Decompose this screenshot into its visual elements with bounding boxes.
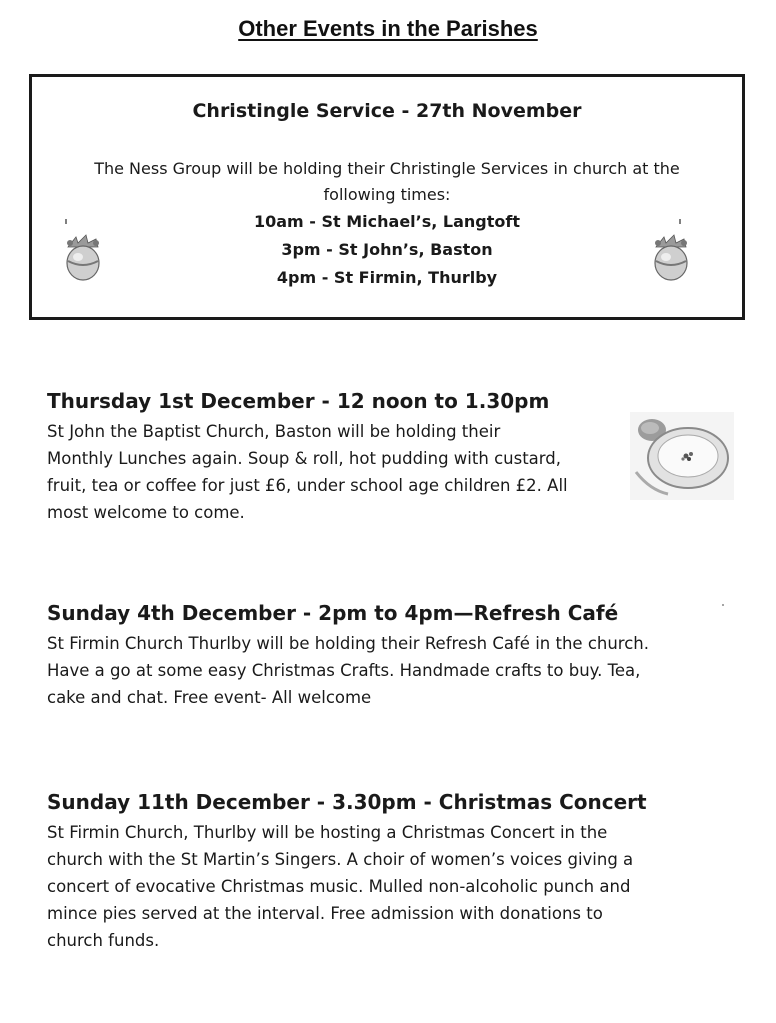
event-line: St John the Baptist Church, Baston will be holding their: [47, 422, 501, 441]
event-line: church with the St Martin’s Singers. A choir of women’s voices giving a: [47, 850, 634, 869]
event-heading: Thursday 1st December - 12 noon to 1.30pm: [47, 389, 550, 413]
event-line: cake and chat. Free event- All welcome: [47, 688, 372, 707]
soup-bowl-icon: [630, 412, 734, 500]
christingle-orange-icon: [642, 213, 698, 293]
event-line: concert of evocative Christmas music. Mulled non-alcoholic punch and: [47, 877, 631, 896]
event-line: St Firmin Church Thurlby will be holding their Refresh Café in the church.: [47, 634, 650, 653]
event-line: fruit, tea or coffee for just £6, under school age children £2. All: [47, 476, 568, 495]
scan-speck: [722, 604, 724, 606]
christingle-orange-icon: [56, 213, 112, 293]
event-heading: Sunday 11th December - 3.30pm - Christmas Concert: [47, 790, 647, 814]
event-christmas-concert: [47, 788, 737, 954]
event-line: church funds.: [47, 931, 160, 950]
event-line: most welcome to come.: [47, 503, 245, 522]
service-time: 10am - St Michael’s, Langtoft: [253, 212, 520, 231]
event-refresh-cafe: [47, 599, 737, 711]
event-line: St Firmin Church, Thurlby will be hosting a Christmas Concert in the: [47, 823, 608, 842]
christingle-intro: [72, 156, 702, 208]
christingle-title: Christingle Service - 27th November: [192, 100, 582, 122]
event-heading: Sunday 4th December - 2pm to 4pm—Refresh Café: [47, 601, 619, 625]
event-line: Monthly Lunches again. Soup & roll, hot pudding with custard,: [47, 449, 561, 468]
christingle-intro-line: following times:: [323, 185, 451, 204]
service-time: 3pm - St John’s, Baston: [281, 240, 493, 259]
event-body: [47, 819, 737, 954]
event-body: [47, 630, 737, 711]
event-line: mince pies served at the interval. Free admission with donations to: [47, 904, 603, 923]
event-lunch: [47, 387, 627, 526]
christingle-intro-line: The Ness Group will be holding their Christingle Services in church at the: [94, 159, 680, 178]
page-title: Other Events in the Parishes: [238, 16, 538, 41]
christingle-times: [32, 208, 742, 292]
service-time: 4pm - St Firmin, Thurlby: [276, 268, 498, 287]
event-body: [47, 418, 627, 526]
christingle-box: [29, 74, 745, 320]
event-line: Have a go at some easy Christmas Crafts. Handmade crafts to buy. Tea,: [47, 661, 641, 680]
